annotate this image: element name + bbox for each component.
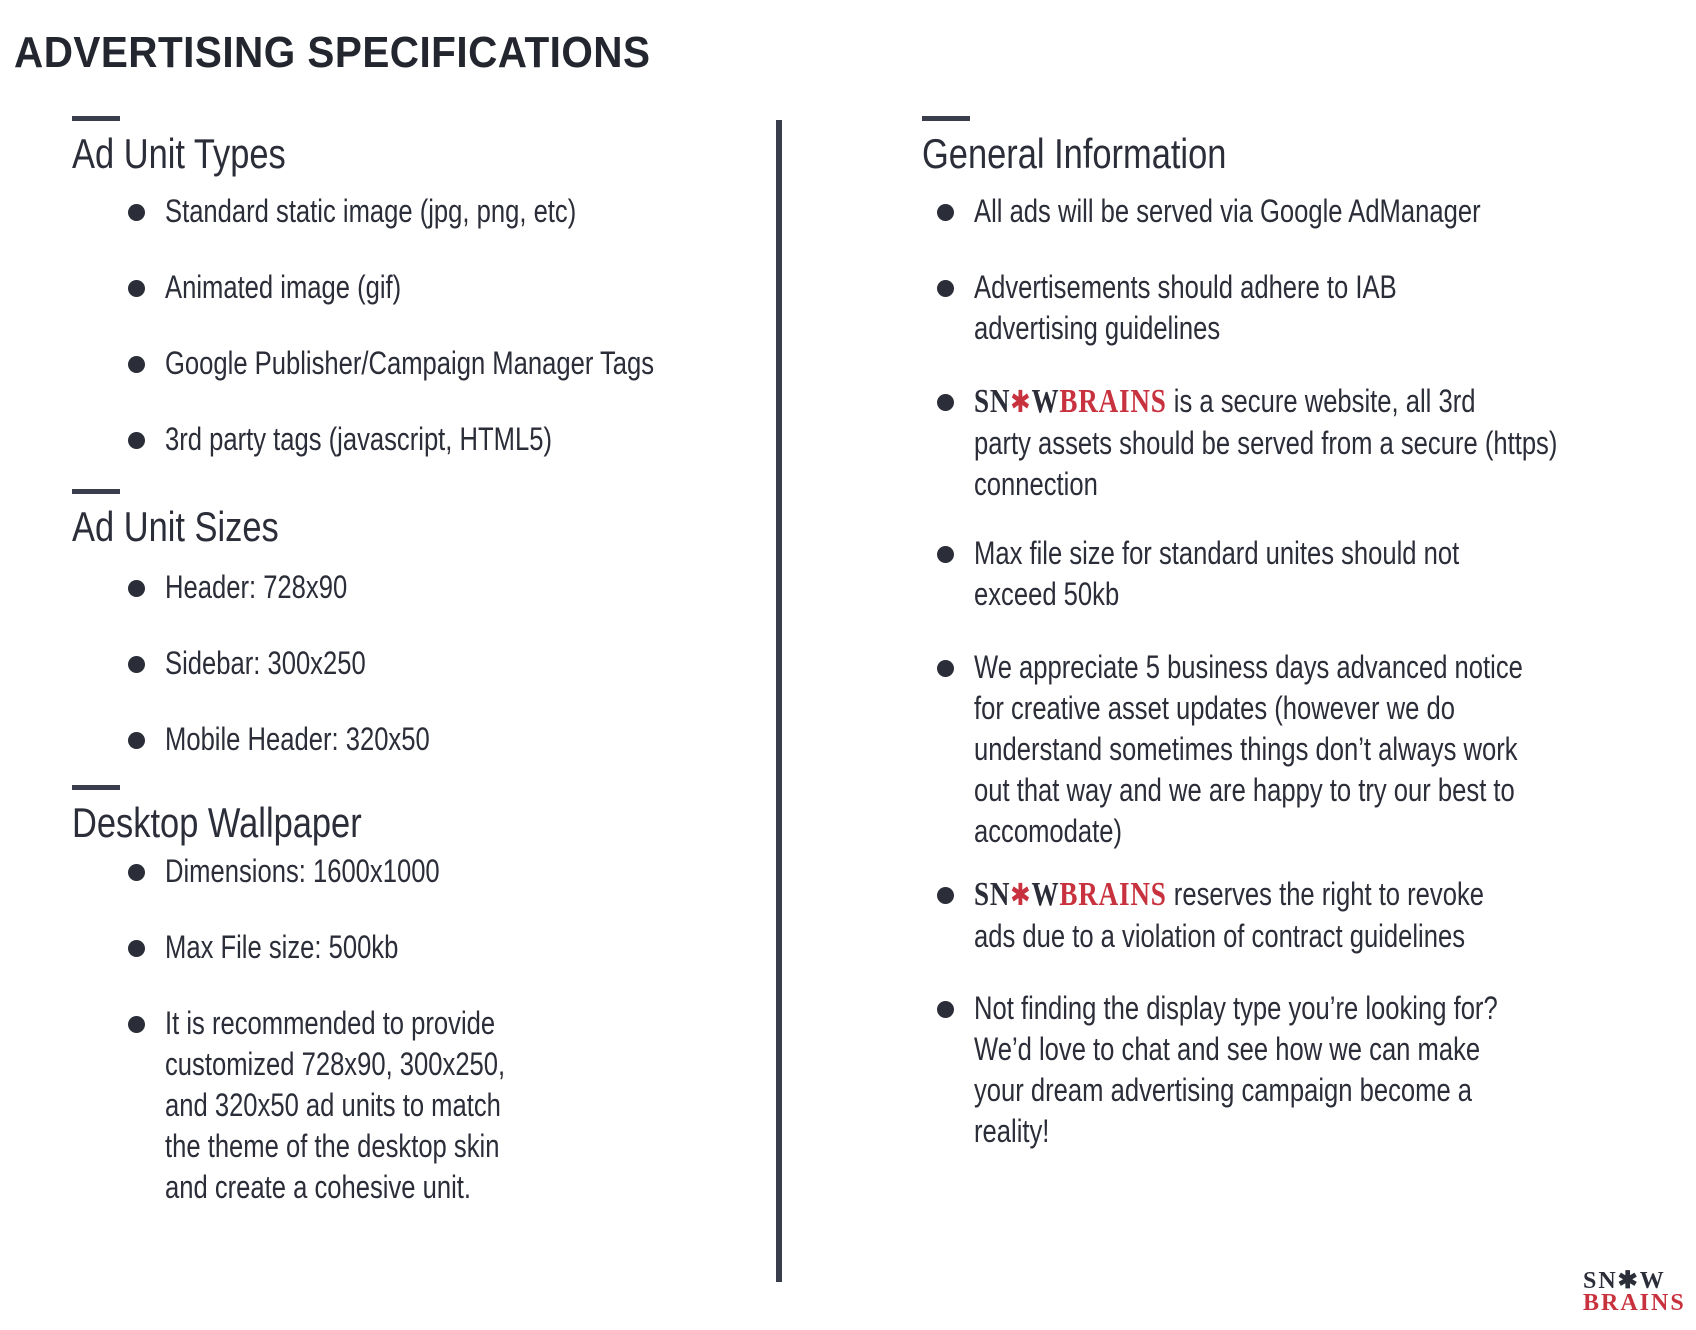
corner-snowbrains-logo: SN✱W BRAINS [1583, 1268, 1686, 1316]
section-heading: Ad Unit Types [72, 130, 286, 177]
bullet-icon [128, 204, 145, 221]
snowflake-icon: ✱ [1010, 878, 1032, 913]
section-heading: Ad Unit Sizes [72, 503, 279, 550]
bullet-icon [128, 356, 145, 373]
bullet-icon [128, 280, 145, 297]
bullet-icon [937, 1001, 954, 1018]
column-divider [776, 120, 782, 1282]
bullet-icon [128, 580, 145, 597]
page-title: ADVERTISING SPECIFICATIONS [14, 28, 651, 77]
bullet-icon [937, 660, 954, 677]
snowbrains-logo: SN✱WBRAINS [974, 383, 1167, 420]
bullet-icon [128, 940, 145, 957]
section-accent-bar [922, 116, 970, 121]
bullet-icon [937, 280, 954, 297]
bullet-icon [128, 864, 145, 881]
section-accent-bar [72, 785, 120, 790]
snowbrains-logo: SN✱WBRAINS [974, 876, 1167, 913]
bullet-icon [937, 546, 954, 563]
bullet-icon [128, 732, 145, 749]
bullet-icon [128, 656, 145, 673]
section-heading: Desktop Wallpaper [72, 799, 362, 846]
section-accent-bar [72, 116, 120, 121]
recommendation-text: It is recommended to provide customized 728x90, 300x250, and 320x50 ad units to match the theme of the desktop skin and create a cohesive unit. [165, 1005, 506, 1205]
bullet-icon [128, 432, 145, 449]
bullet-icon [128, 1016, 145, 1033]
snowflake-icon: ✱ [1010, 385, 1032, 420]
bullet-icon [937, 394, 954, 411]
bullet-icon [937, 887, 954, 904]
section-heading: General Information [922, 130, 1227, 177]
section-accent-bar [72, 489, 120, 494]
bullet-icon [937, 204, 954, 221]
